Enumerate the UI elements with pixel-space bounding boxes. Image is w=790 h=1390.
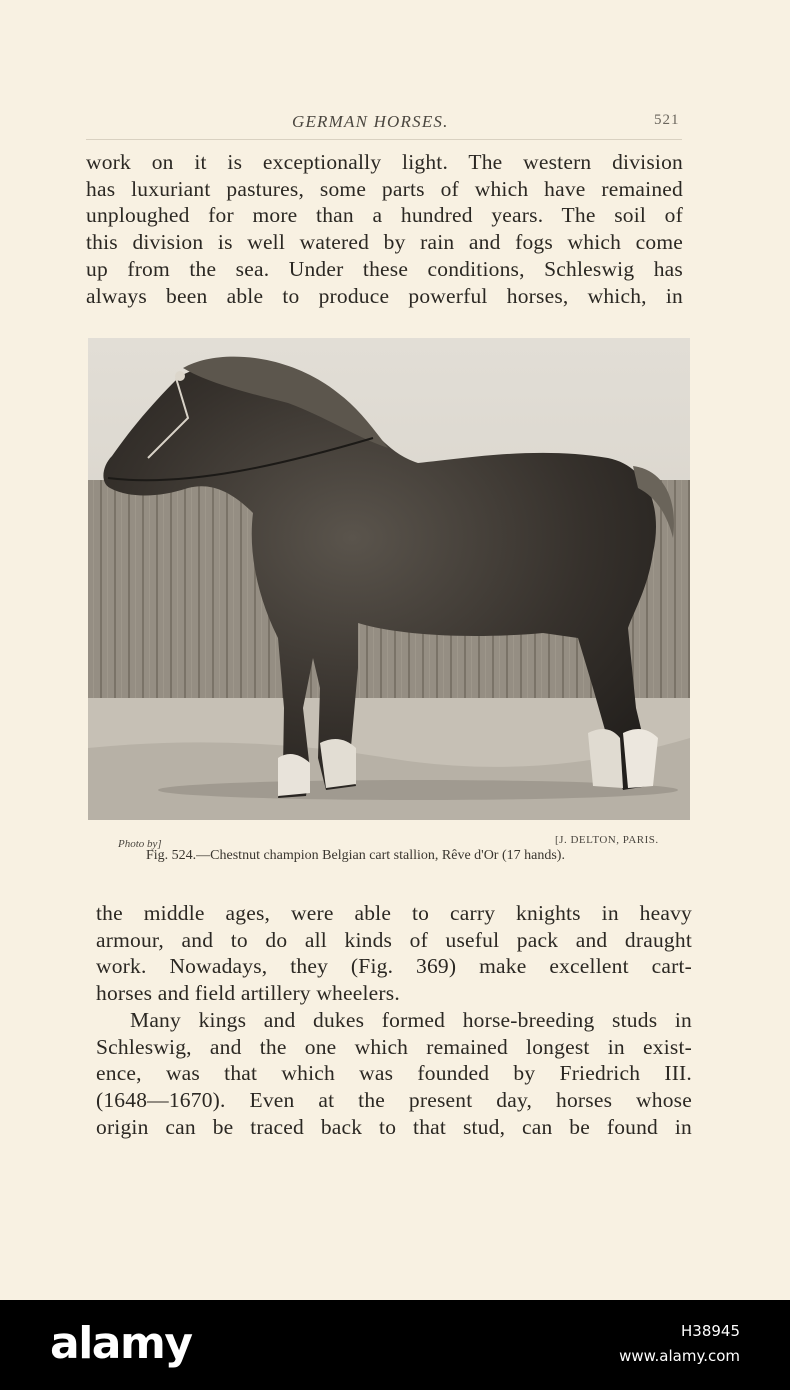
site-url-label: www.alamy.com [619,1347,740,1365]
horse-photograph [88,338,690,820]
page-number: 521 [654,112,680,128]
text-line: armour, and to do all kinds of useful pack and draught [96,927,692,952]
image-id-label: H38945 [681,1322,740,1340]
text-line: work on it is exceptionally light. The western division [86,150,683,174]
text-line: Schleswig, and the one which remained longest in exist- [96,1034,692,1059]
figure-caption: Fig. 524.—Chestnut champion Belgian cart stallion, Rêve d'Or (17 hands). [146,848,565,863]
alamy-logo: alamy [50,1318,192,1369]
body-paragraph-top [86,149,683,309]
text-line: Many kings and dukes formed horse-breeding studs in [130,1007,692,1032]
body-paragraph-bottom [96,900,692,1140]
photographer-credit: [J. DELTON, PARIS. [555,834,659,846]
text-line: always been able to produce powerful horses, which, in [86,283,683,308]
text-line: work. Nowadays, they (Fig. 369) make excellent cart- [96,954,692,979]
text-line: this division is well watered by rain and fogs which come [86,230,683,255]
header-rule [86,139,682,140]
photo-credit-label: Photo by] [118,838,162,850]
text-line: origin can be traced back to that stud, can be found in [96,1114,692,1139]
text-line: ence, was that which was founded by Friedrich III. [96,1061,692,1086]
text-line: up from the sea. Under these conditions, Schleswig has [86,256,683,281]
text-line: the middle ages, were able to carry knights in heavy [96,901,692,925]
running-head: GERMAN HORSES. [292,112,449,131]
text-line: has luxuriant pastures, some parts of which have remained [86,176,683,201]
text-line: (1648—1670). Even at the present day, horses whose [96,1087,692,1112]
text-line: horses and field artillery wheelers. [96,981,400,1006]
text-line: unploughed for more than a hundred years. The soil of [86,203,683,228]
